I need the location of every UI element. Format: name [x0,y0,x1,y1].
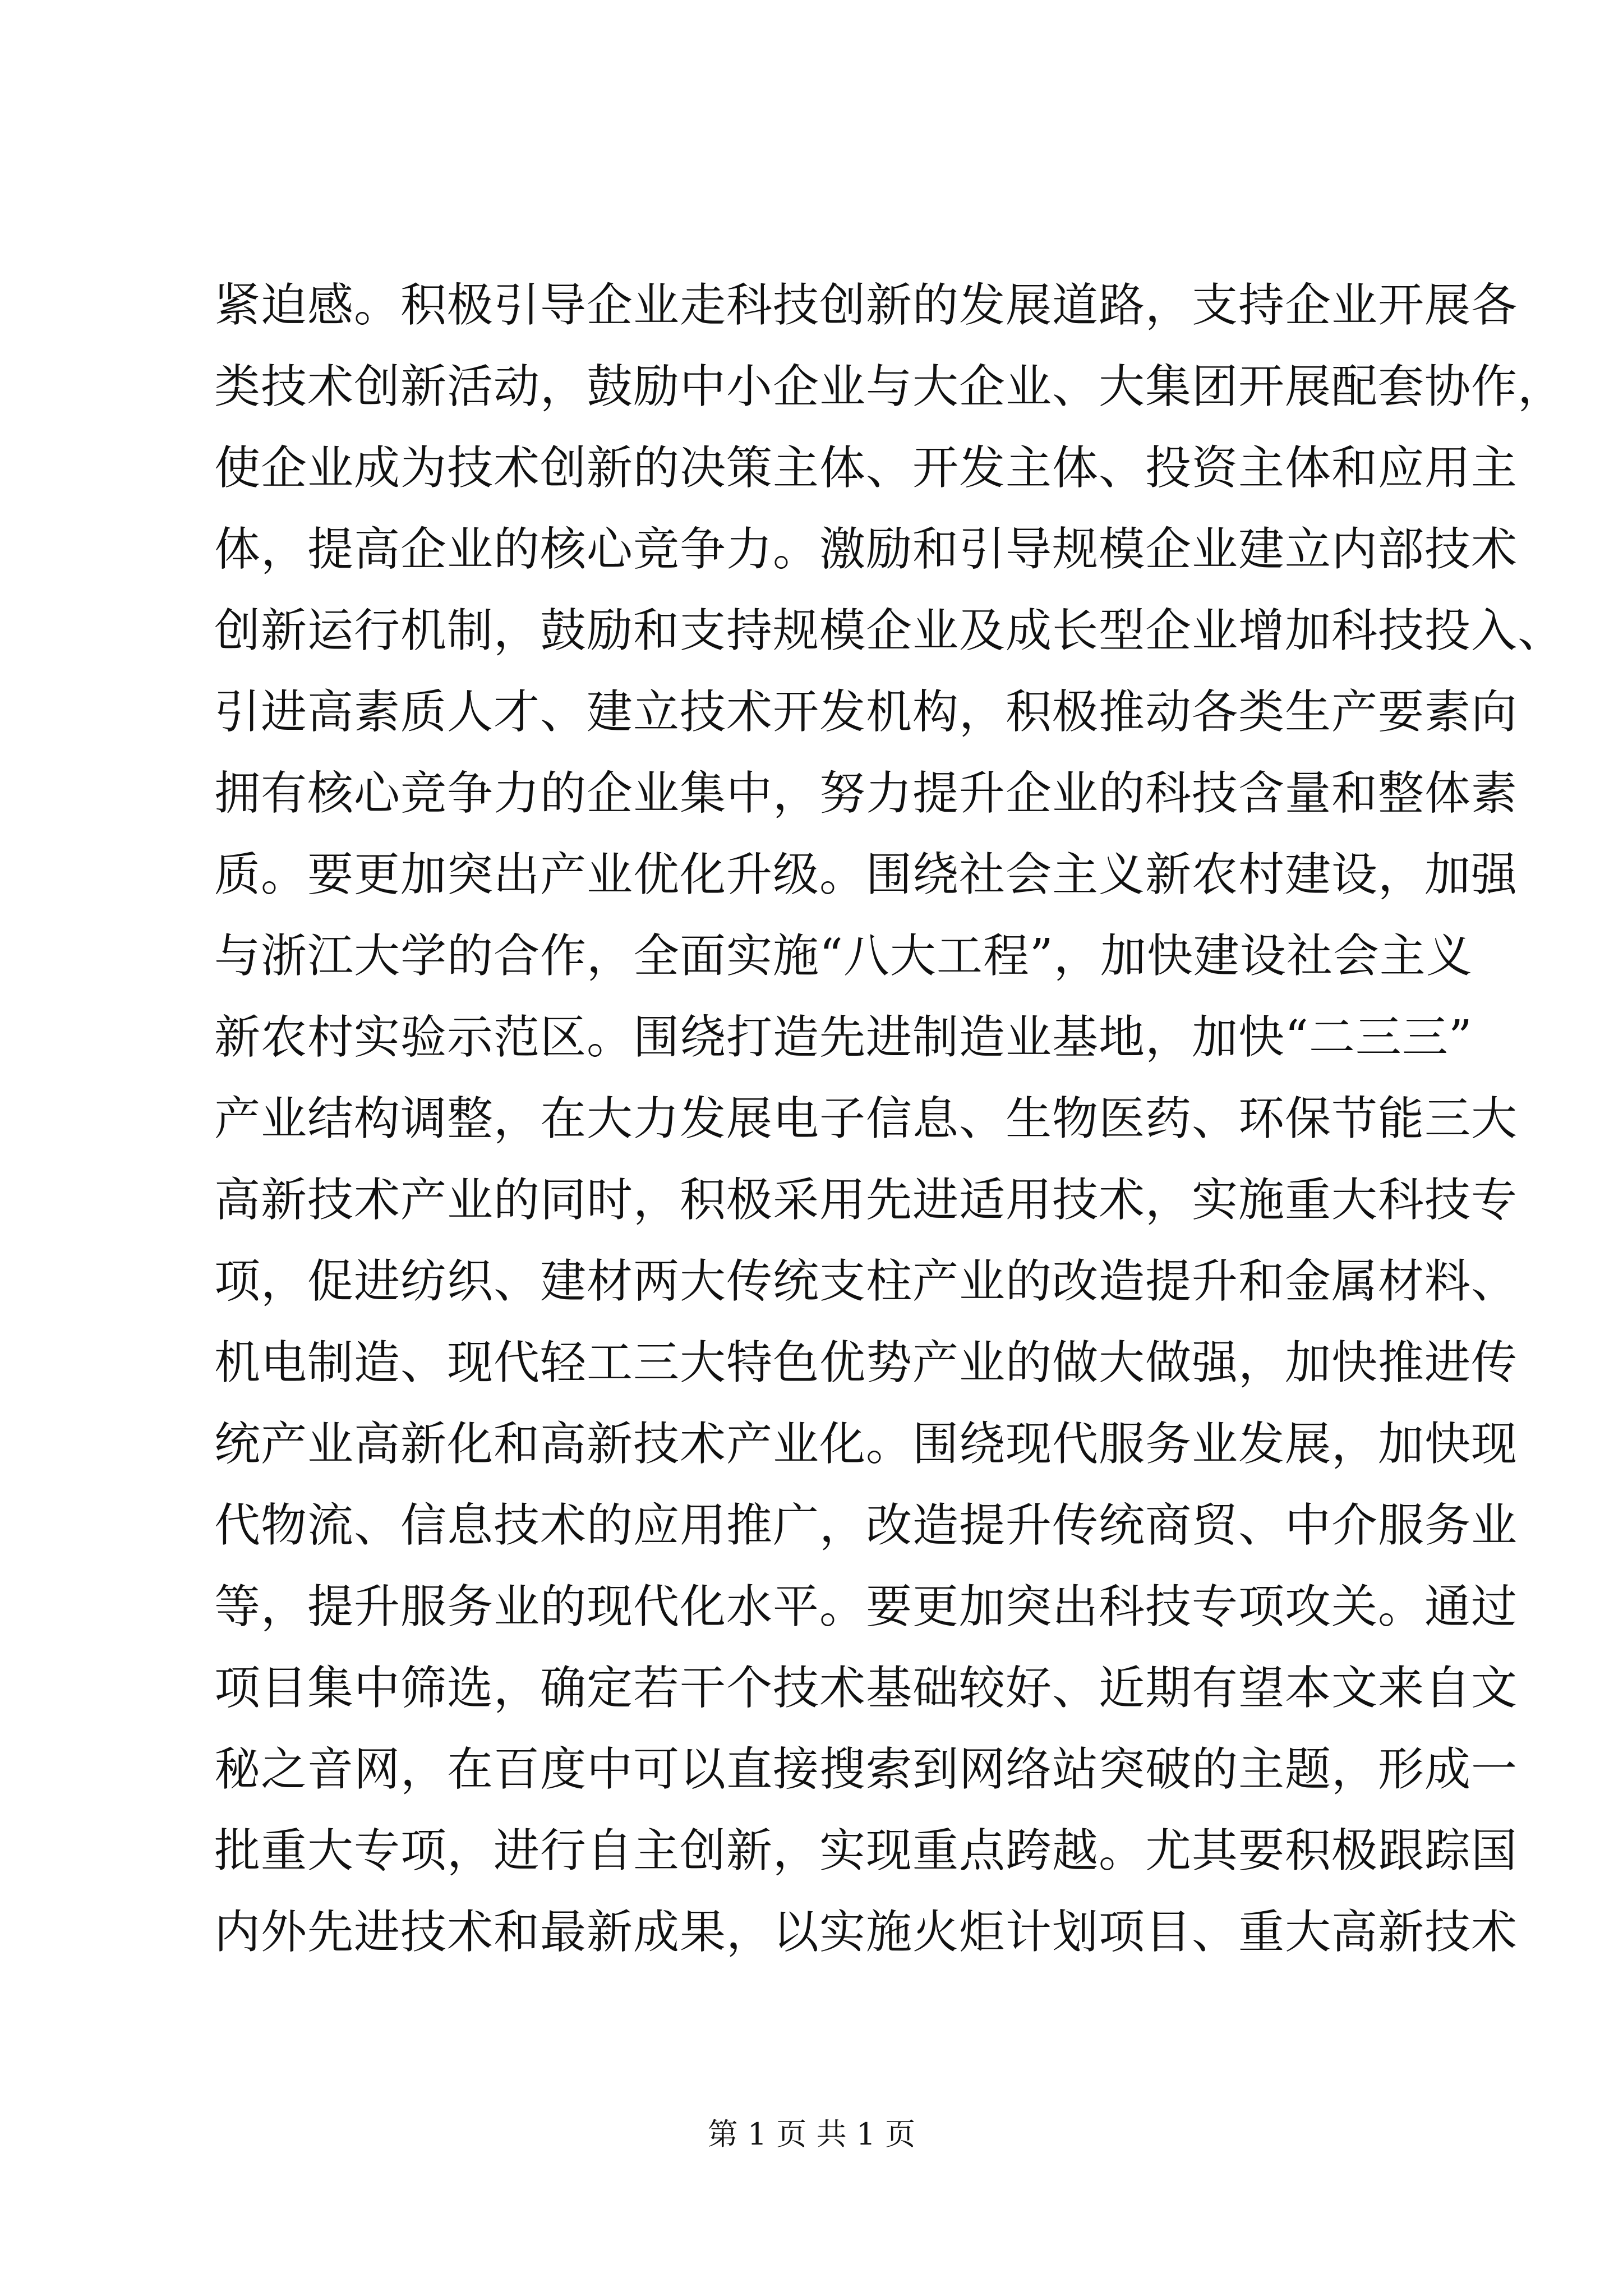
text-line: 使企业成为技术创新的决策主体、开发主体、投资主体和应用主 [214,441,1518,495]
text-line: 创新运行机制，鼓励和支持规模企业及成长型企业增加科技投入、 [214,604,1565,657]
text-line: 统产业高新化和高新技术产业化。围绕现代服务业发展，加快现 [214,1418,1518,1471]
page-footer: 第 1 页 共 1 页 [707,2116,916,2152]
text-line: 项目集中筛选，确定若干个技术基础较好、近期有望本文来自文 [214,1662,1518,1715]
text-line: 高新技术产业的同时，积极采用先进适用技术，实施重大科技专 [214,1174,1518,1227]
text-line: 项，促进纺织、建材两大传统支柱产业的改造提升和金属材料、 [214,1255,1518,1308]
text-line: 产业结构调整，在大力发展电子信息、生物医药、环保节能三大 [214,1092,1518,1145]
text-line: 内外先进技术和最新成果，以实施火炬计划项目、重大高新技术 [214,1906,1518,1959]
text-line: 与浙江大学的合作，全面实施“八大工程”，加快建设社会主义 [214,930,1473,983]
text-line: 批重大专项，进行自主创新，实现重点跨越。尤其要积极跟踪国 [214,1824,1518,1878]
text-line: 引进高素质人才、建立技术开发机构，积极推动各类生产要素向 [214,685,1518,739]
text-line: 机电制造、现代轻工三大特色优势产业的做大做强，加快推进传 [214,1336,1518,1389]
text-line: 等，提升服务业的现代化水平。要更加突出科技专项攻关。通过 [214,1580,1518,1634]
text-line: 拥有核心竞争力的企业集中，努力提升企业的科技含量和整体素 [214,767,1518,820]
body-text [214,265,1565,1973]
text-line: 秘之音网，在百度中可以直接搜索到网络站突破的主题，形成一 [214,1743,1518,1796]
text-line: 体，提高企业的核心竞争力。激励和引导规模企业建立内部技术 [214,523,1518,576]
text-line: 新农村实验示范区。围绕打造先进制造业基地，加快“二三三” [214,1011,1473,1064]
text-line: 紧迫感。积极引导企业走科技创新的发展道路，支持企业开展各 [214,279,1518,332]
text-line: 代物流、信息技术的应用推广，改造提升传统商贸、中介服务业 [214,1499,1518,1552]
text-line: 类技术创新活动，鼓励中小企业与大企业、大集团开展配套协作， [214,360,1565,413]
text-line: 质。要更加突出产业优化升级。围绕社会主义新农村建设，加强 [214,848,1518,901]
